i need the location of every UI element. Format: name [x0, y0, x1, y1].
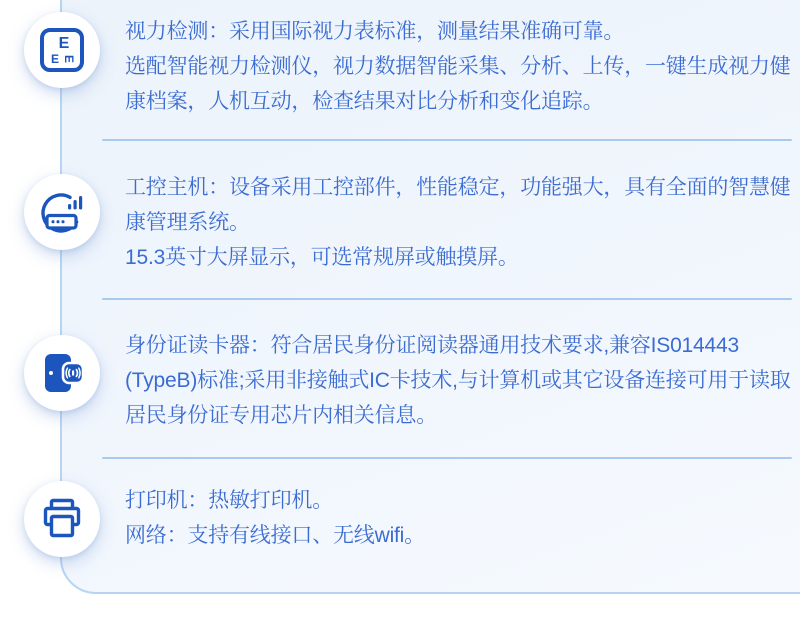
- printer-icon-circle: [24, 481, 100, 557]
- section-divider: [102, 139, 792, 141]
- section-line: 选配智能视力检测仪，视力数据智能采集、分析、上传，一键生成视力健: [125, 55, 791, 78]
- section-line: 身份证读卡器：符合居民身份证阅读器通用技术要求,兼容IS014443: [125, 334, 739, 357]
- section-divider: [102, 298, 792, 300]
- section-line: 工控主机：设备采用工控部件，性能稳定，功能强大，具有全面的智慧健: [125, 176, 791, 199]
- section-line: 康管理系统。: [125, 211, 250, 234]
- section-line: 网络：支持有线接口、无线wifi。: [125, 524, 425, 547]
- section-line: 居民身份证专用芯片内相关信息。: [125, 404, 437, 427]
- section-divider: [102, 457, 792, 459]
- section-line: 康档案，人机互动，检查结果对比分析和变化追踪。: [125, 90, 604, 113]
- printer-icon: [38, 495, 86, 543]
- id-card-reader-icon-circle: [24, 335, 100, 411]
- section-industrial-host: [125, 170, 795, 275]
- eye-chart-icon: [40, 28, 84, 72]
- section-line: 视力检测：采用国际视力表标准，测量结果准确可靠。: [125, 20, 625, 43]
- section-vision-test: [125, 14, 795, 119]
- vision-test-icon-circle: [24, 12, 100, 88]
- industrial-host-icon-circle: [24, 174, 100, 250]
- id-card-reader-icon: [38, 349, 86, 397]
- section-line: 打印机：热敏打印机。: [125, 489, 333, 512]
- eye-chart-letter-rotated: E: [62, 54, 77, 63]
- section-printer-network: [125, 483, 795, 553]
- section-line: 15.3英寸大屏显示，可选常规屏或触摸屏。: [125, 246, 519, 269]
- eye-chart-letter: E: [50, 51, 59, 66]
- eye-chart-letter: E: [58, 34, 70, 52]
- host-signal-icon: [38, 188, 86, 236]
- section-line: (TypeB)标准;采用非接触式IC卡技术,与计算机或其它设备连接可用于读取: [125, 369, 791, 392]
- section-id-card-reader: [125, 328, 795, 433]
